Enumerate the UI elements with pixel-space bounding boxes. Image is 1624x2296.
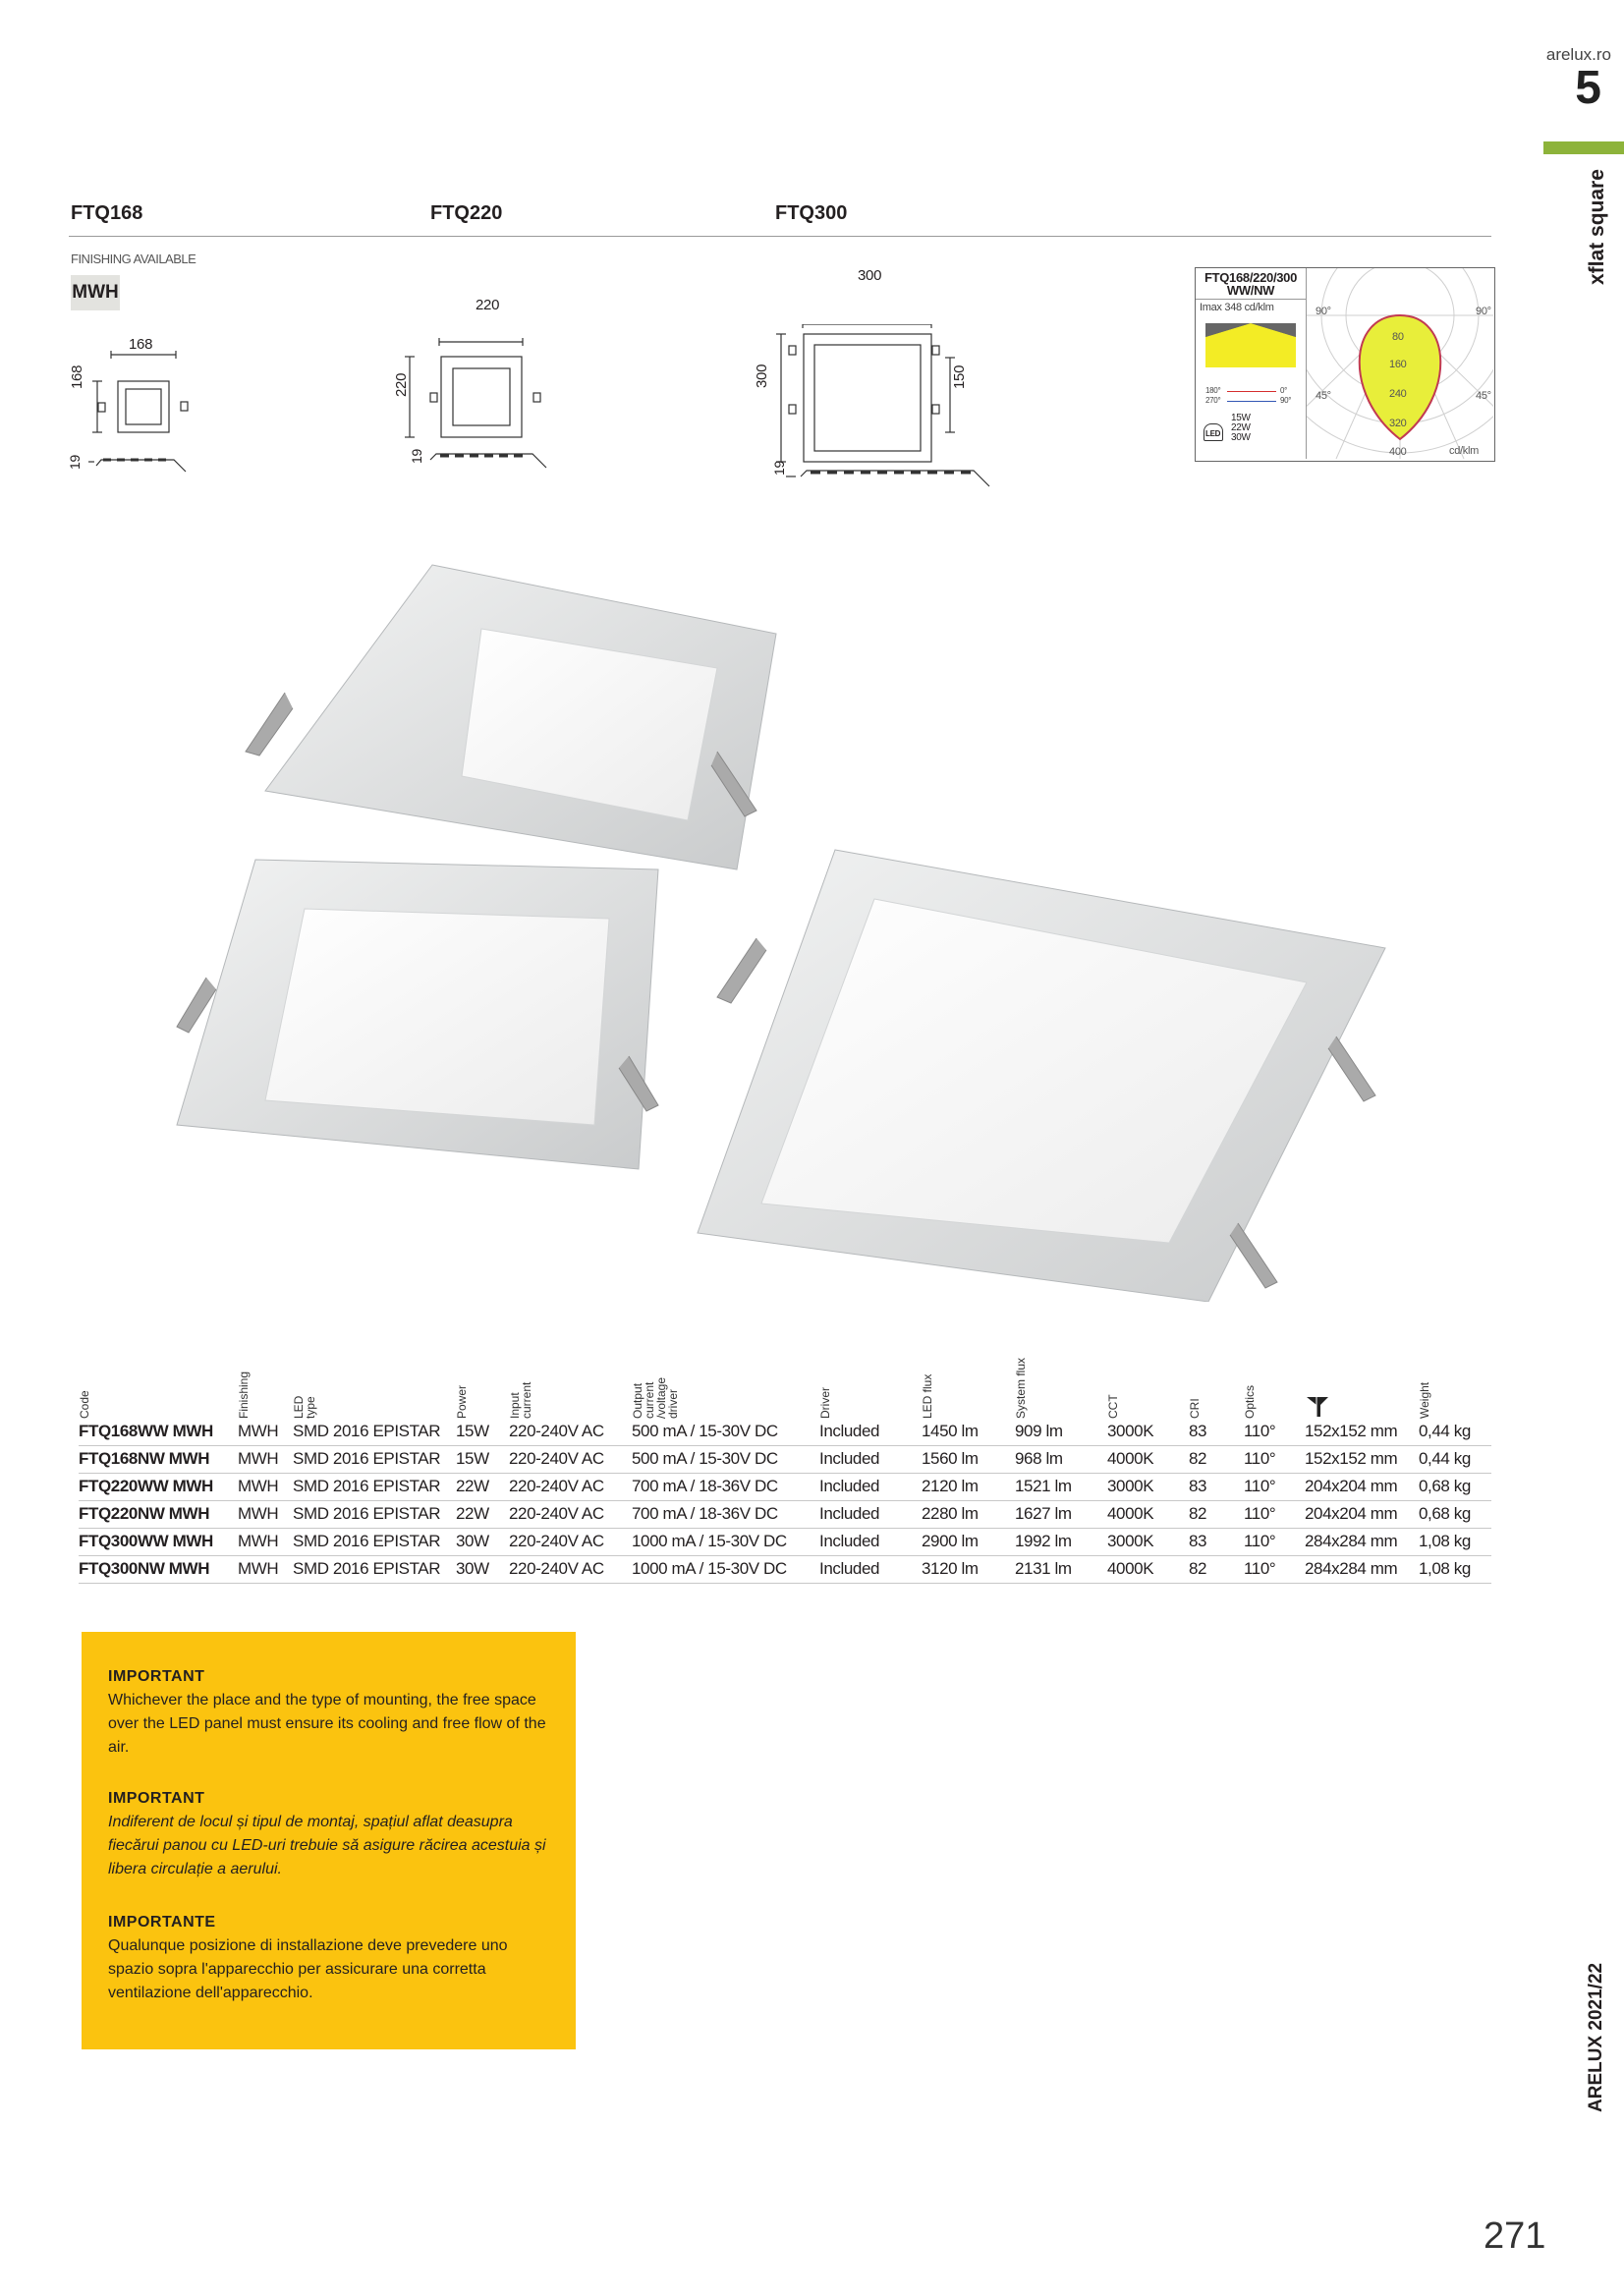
ftq220-side-drawing bbox=[430, 454, 546, 468]
cell-led-type: SMD 2016 EPISTAR bbox=[293, 1559, 441, 1578]
page-number: 271 bbox=[1484, 2215, 1546, 2257]
led-icon: LED bbox=[1204, 423, 1223, 441]
cell-driver: Included bbox=[819, 1449, 880, 1468]
photometric-panel bbox=[1195, 267, 1495, 462]
cell-power: 22W bbox=[456, 1477, 489, 1495]
photometric-power-15: 15W bbox=[1231, 413, 1251, 423]
scale-80: 80 bbox=[1392, 331, 1404, 343]
cell-cct: 4000K bbox=[1107, 1559, 1154, 1578]
photometric-divider bbox=[1196, 299, 1306, 300]
product-code-ftq220: FTQ220 bbox=[430, 202, 503, 224]
cell-weight: 0,44 kg bbox=[1419, 1449, 1471, 1468]
cell-led-type: SMD 2016 EPISTAR bbox=[293, 1449, 441, 1468]
cell-system-flux: 1992 lm bbox=[1015, 1532, 1072, 1550]
cell-power: 22W bbox=[456, 1504, 489, 1523]
cell-led-flux: 2120 lm bbox=[922, 1477, 979, 1495]
cell-optics: 110° bbox=[1244, 1532, 1276, 1550]
cell-finishing: MWH bbox=[238, 1477, 279, 1495]
table-row bbox=[79, 1474, 1491, 1501]
cell-weight: 0,44 kg bbox=[1419, 1422, 1471, 1440]
cell-cutout: 152x152 mm bbox=[1305, 1449, 1398, 1468]
cell-weight: 0,68 kg bbox=[1419, 1504, 1471, 1523]
cell-input: 220-240V AC bbox=[509, 1477, 604, 1495]
ftq220-height-label: 19 bbox=[409, 449, 424, 464]
cell-cri: 83 bbox=[1189, 1477, 1207, 1495]
ftq300-depth-label: 300 bbox=[754, 364, 770, 388]
cell-system-flux: 909 lm bbox=[1015, 1422, 1063, 1440]
cell-driver: Included bbox=[819, 1422, 880, 1440]
scale-160: 160 bbox=[1389, 359, 1407, 370]
col-header-led-type: LED type bbox=[292, 1395, 317, 1419]
product-code-ftq168: FTQ168 bbox=[71, 202, 143, 224]
site-url: arelux.ro bbox=[1545, 45, 1611, 64]
col-header-output: Output current /voltage driver bbox=[631, 1376, 680, 1419]
cell-code: FTQ168NW MWH bbox=[79, 1449, 210, 1468]
cell-cri: 82 bbox=[1189, 1504, 1207, 1523]
cell-power: 30W bbox=[456, 1559, 489, 1578]
cell-led-flux: 2280 lm bbox=[922, 1504, 979, 1523]
product-code-ftq300: FTQ300 bbox=[775, 202, 848, 224]
table-row bbox=[79, 1501, 1491, 1529]
col-header-code: Code bbox=[78, 1390, 91, 1419]
cell-driver: Included bbox=[819, 1532, 880, 1550]
note-title: IMPORTANT bbox=[108, 1668, 205, 1685]
cell-led-flux: 3120 lm bbox=[922, 1559, 979, 1578]
col-header-driver: Driver bbox=[818, 1387, 832, 1419]
cell-system-flux: 2131 lm bbox=[1015, 1559, 1072, 1578]
scale-unit: cd/klm bbox=[1449, 445, 1479, 457]
section-accent-bar bbox=[1543, 141, 1624, 154]
ftq168-side-drawing bbox=[88, 460, 186, 472]
cell-led-flux: 1560 lm bbox=[922, 1449, 979, 1468]
legend-90: 90° bbox=[1280, 396, 1292, 405]
cell-finishing: MWH bbox=[238, 1449, 279, 1468]
photometric-subtitle: WW/NW bbox=[1226, 283, 1275, 298]
cell-weight: 1,08 kg bbox=[1419, 1559, 1471, 1578]
legend-180: 180° bbox=[1205, 386, 1221, 395]
cell-cutout: 152x152 mm bbox=[1305, 1422, 1398, 1440]
cell-finishing: MWH bbox=[238, 1504, 279, 1523]
cell-power: 15W bbox=[456, 1449, 489, 1468]
catalogue-edition: ARELUX 2021/22 bbox=[1586, 1962, 1606, 2112]
cell-driver: Included bbox=[819, 1559, 880, 1578]
ftq168-front-drawing bbox=[92, 351, 188, 432]
legend-line-red bbox=[1227, 391, 1276, 392]
photometric-title: FTQ168/220/300 bbox=[1204, 270, 1298, 285]
panel-small bbox=[246, 565, 776, 869]
cell-cct: 3000K bbox=[1107, 1532, 1154, 1550]
col-header-finishing: Finishing bbox=[237, 1371, 251, 1419]
section-title: xflat square bbox=[1586, 169, 1608, 285]
cell-output: 700 mA / 18-36V DC bbox=[632, 1504, 778, 1523]
table-row bbox=[79, 1446, 1491, 1474]
legend-270: 270° bbox=[1205, 396, 1221, 405]
ftq300-front-drawing bbox=[776, 324, 955, 462]
col-header-system-flux: System flux bbox=[1014, 1357, 1028, 1419]
note-body: Indiferent de locul și tipul de montaj, spațiul aflat deasupra fiecărui panou cu LED-uri trebuie să asigure răcirea acestuia și libera circulație a aerului. bbox=[108, 1814, 546, 1877]
cell-cct: 4000K bbox=[1107, 1504, 1154, 1523]
angle-45-left: 45° bbox=[1316, 390, 1331, 402]
cell-input: 220-240V AC bbox=[509, 1504, 604, 1523]
scale-240: 240 bbox=[1389, 388, 1407, 400]
cell-system-flux: 968 lm bbox=[1015, 1449, 1063, 1468]
cell-output: 500 mA / 15-30V DC bbox=[632, 1422, 778, 1440]
cell-system-flux: 1521 lm bbox=[1015, 1477, 1072, 1495]
cutout-icon bbox=[1305, 1395, 1324, 1415]
panel-large bbox=[698, 850, 1385, 1302]
dimension-drawings bbox=[59, 324, 1041, 491]
note-title: IMPORTANT bbox=[108, 1790, 205, 1807]
angle-90-right: 90° bbox=[1476, 306, 1491, 317]
angle-90-left: 90° bbox=[1316, 306, 1331, 317]
col-header-weight: Weight bbox=[1418, 1381, 1431, 1419]
cell-code: FTQ300WW MWH bbox=[79, 1532, 213, 1550]
legend-line-blue bbox=[1227, 401, 1276, 402]
cell-optics: 110° bbox=[1244, 1449, 1276, 1468]
photometric-power-22: 22W bbox=[1231, 422, 1251, 433]
table-row bbox=[79, 1556, 1491, 1584]
cell-code: FTQ220NW MWH bbox=[79, 1504, 210, 1523]
cell-optics: 110° bbox=[1244, 1422, 1276, 1440]
cell-input: 220-240V AC bbox=[509, 1532, 604, 1550]
note-italian bbox=[108, 1911, 550, 2005]
cell-driver: Included bbox=[819, 1504, 880, 1523]
ftq300-height-label: 19 bbox=[771, 461, 787, 476]
cell-finishing: MWH bbox=[238, 1532, 279, 1550]
cell-cutout: 204x204 mm bbox=[1305, 1477, 1398, 1495]
ftq300-side-drawing bbox=[786, 471, 989, 486]
cell-finishing: MWH bbox=[238, 1422, 279, 1440]
important-notes-panel bbox=[82, 1632, 576, 2049]
cell-code: FTQ168WW MWH bbox=[79, 1422, 213, 1440]
cell-led-flux: 1450 lm bbox=[922, 1422, 979, 1440]
cell-cutout: 284x284 mm bbox=[1305, 1559, 1398, 1578]
header-divider bbox=[69, 236, 1491, 237]
cell-optics: 110° bbox=[1244, 1504, 1276, 1523]
ftq168-width-label: 168 bbox=[129, 336, 153, 353]
finishing-label: FINISHING AVAILABLE bbox=[71, 252, 196, 266]
cell-driver: Included bbox=[819, 1477, 880, 1495]
finishing-swatch: MWH bbox=[71, 275, 120, 310]
scale-320: 320 bbox=[1389, 418, 1407, 429]
cell-power: 15W bbox=[456, 1422, 489, 1440]
cell-led-type: SMD 2016 EPISTAR bbox=[293, 1504, 441, 1523]
col-header-cri: CRI bbox=[1188, 1398, 1202, 1419]
ftq168-depth-label: 168 bbox=[69, 364, 85, 389]
ftq300-cutout-label: 150 bbox=[951, 364, 968, 389]
note-title: IMPORTANTE bbox=[108, 1914, 216, 1931]
cell-output: 700 mA / 18-36V DC bbox=[632, 1477, 778, 1495]
ftq168-height-label: 19 bbox=[67, 455, 83, 470]
cell-weight: 0,68 kg bbox=[1419, 1477, 1471, 1495]
cell-cct: 3000K bbox=[1107, 1422, 1154, 1440]
cell-input: 220-240V AC bbox=[509, 1559, 604, 1578]
col-header-power: Power bbox=[455, 1384, 469, 1419]
cell-output: 500 mA / 15-30V DC bbox=[632, 1449, 778, 1468]
photometric-power-30: 30W bbox=[1231, 432, 1251, 443]
cell-led-type: SMD 2016 EPISTAR bbox=[293, 1477, 441, 1495]
cell-optics: 110° bbox=[1244, 1477, 1276, 1495]
ftq220-width-label: 220 bbox=[476, 297, 500, 313]
cell-code: FTQ220WW MWH bbox=[79, 1477, 213, 1495]
beam-icon bbox=[1205, 323, 1296, 367]
cell-finishing: MWH bbox=[238, 1559, 279, 1578]
cell-cri: 82 bbox=[1189, 1559, 1207, 1578]
note-body: Whichever the place and the type of mounting, the free space over the LED panel must ensure its cooling and free flow of the air. bbox=[108, 1692, 546, 1756]
note-english bbox=[108, 1665, 550, 1760]
table-row bbox=[79, 1419, 1491, 1446]
cell-output: 1000 mA / 15-30V DC bbox=[632, 1559, 787, 1578]
cell-cri: 83 bbox=[1189, 1422, 1207, 1440]
col-header-input: Input current bbox=[508, 1381, 533, 1419]
cell-cutout: 204x204 mm bbox=[1305, 1504, 1398, 1523]
cell-led-flux: 2900 lm bbox=[922, 1532, 979, 1550]
cell-led-type: SMD 2016 EPISTAR bbox=[293, 1532, 441, 1550]
angle-45-right: 45° bbox=[1476, 390, 1491, 402]
note-body: Qualunque posizione di installazione deve prevedere uno spazio sopra l'apparecchio per assicurare una corretta ventilazione dell'apparecchio. bbox=[108, 1937, 508, 2001]
scale-400: 400 bbox=[1389, 446, 1407, 458]
cell-weight: 1,08 kg bbox=[1419, 1532, 1471, 1550]
chapter-number: 5 bbox=[1575, 62, 1601, 114]
ftq220-front-drawing bbox=[405, 338, 540, 437]
cell-cct: 3000K bbox=[1107, 1477, 1154, 1495]
cell-cri: 83 bbox=[1189, 1532, 1207, 1550]
ftq300-width-label: 300 bbox=[858, 267, 882, 284]
photometric-info bbox=[1196, 268, 1307, 459]
photometric-imax: Imax 348 cd/klm bbox=[1200, 302, 1274, 313]
cell-power: 30W bbox=[456, 1532, 489, 1550]
table-header-row bbox=[79, 1348, 1491, 1419]
col-header-led-flux: LED flux bbox=[921, 1373, 934, 1419]
spec-table bbox=[79, 1348, 1491, 1584]
cell-optics: 110° bbox=[1244, 1559, 1276, 1578]
table-row bbox=[79, 1529, 1491, 1556]
col-header-optics: Optics bbox=[1243, 1384, 1257, 1419]
col-header-cct: CCT bbox=[1106, 1394, 1120, 1419]
cell-output: 1000 mA / 15-30V DC bbox=[632, 1532, 787, 1550]
cell-input: 220-240V AC bbox=[509, 1422, 604, 1440]
cell-cutout: 284x284 mm bbox=[1305, 1532, 1398, 1550]
cell-input: 220-240V AC bbox=[509, 1449, 604, 1468]
product-photo bbox=[167, 555, 1395, 1302]
cell-code: FTQ300NW MWH bbox=[79, 1559, 210, 1578]
panel-medium bbox=[177, 860, 658, 1169]
cell-cri: 82 bbox=[1189, 1449, 1207, 1468]
ftq220-depth-label: 220 bbox=[393, 372, 410, 397]
cell-cct: 4000K bbox=[1107, 1449, 1154, 1468]
legend-0: 0° bbox=[1280, 386, 1288, 395]
cell-system-flux: 1627 lm bbox=[1015, 1504, 1072, 1523]
cell-led-type: SMD 2016 EPISTAR bbox=[293, 1422, 441, 1440]
note-romanian bbox=[108, 1787, 550, 1881]
